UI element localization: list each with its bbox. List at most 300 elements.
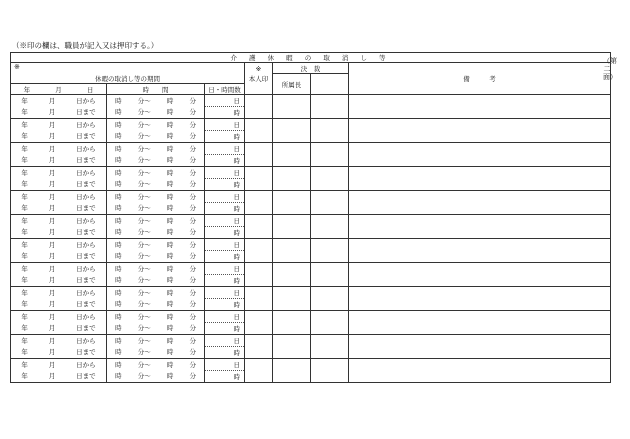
minute-label: 分 bbox=[189, 264, 196, 273]
hour-unit: 時 bbox=[233, 349, 240, 357]
leave-row bbox=[11, 119, 611, 143]
month-label: 月 bbox=[48, 155, 56, 164]
form-note: （※印の欄は、職員が記入又は押印する。） bbox=[12, 41, 159, 50]
days-hours-cell[interactable] bbox=[205, 263, 245, 287]
leave-row bbox=[11, 335, 611, 359]
year-label: 年 bbox=[21, 216, 28, 225]
approval-cell[interactable] bbox=[311, 95, 349, 119]
minute-from-label: 分〜 bbox=[137, 299, 151, 308]
hour-label: 時 bbox=[115, 312, 122, 321]
to-suffix: 日まで bbox=[76, 227, 96, 236]
hour-unit: 時 bbox=[233, 109, 240, 117]
year-label: 年 bbox=[21, 336, 28, 345]
dept-head-label: 所属長 bbox=[273, 74, 311, 95]
hour-label: 時 bbox=[166, 216, 174, 225]
remarks-cell[interactable] bbox=[349, 119, 611, 143]
to-suffix: 日まで bbox=[76, 299, 96, 308]
year-label: 年 bbox=[21, 107, 28, 116]
remarks-cell[interactable] bbox=[349, 191, 611, 215]
from-suffix: 日から bbox=[76, 240, 96, 249]
col-month: 月 bbox=[55, 85, 62, 94]
minute-label: 分 bbox=[189, 251, 196, 260]
month-label: 月 bbox=[48, 168, 56, 177]
month-label: 月 bbox=[48, 131, 56, 140]
seal-cell[interactable] bbox=[245, 191, 273, 215]
seal-cell[interactable] bbox=[245, 359, 273, 383]
form-title: 介 護 休 暇 の 取 消 し 等 bbox=[11, 53, 611, 63]
year-label: 年 bbox=[21, 96, 28, 105]
minute-label: 分 bbox=[189, 347, 196, 356]
leave-cancellation-form bbox=[10, 52, 617, 383]
day-unit: 日 bbox=[233, 121, 240, 129]
to-suffix: 日まで bbox=[76, 155, 96, 164]
seal-cell[interactable] bbox=[245, 95, 273, 119]
hour-label: 時 bbox=[115, 371, 122, 380]
leave-row bbox=[11, 239, 611, 263]
month-label: 月 bbox=[48, 227, 56, 236]
hour-label: 時 bbox=[115, 288, 122, 297]
day-unit: 日 bbox=[233, 145, 240, 153]
date-range-cell[interactable] bbox=[11, 143, 107, 167]
date-range-cell[interactable] bbox=[11, 95, 107, 119]
year-label: 年 bbox=[21, 120, 28, 129]
year-label: 年 bbox=[21, 203, 28, 212]
month-label: 月 bbox=[48, 371, 56, 380]
minute-label: 分 bbox=[189, 120, 196, 129]
date-range-cell[interactable] bbox=[11, 119, 107, 143]
date-range-cell[interactable] bbox=[11, 359, 107, 383]
hour-label: 時 bbox=[115, 275, 122, 284]
minute-label: 分 bbox=[189, 312, 196, 321]
hour-label: 時 bbox=[166, 179, 174, 188]
year-label: 年 bbox=[21, 192, 28, 201]
days-hours-cell[interactable] bbox=[205, 191, 245, 215]
hour-label: 時 bbox=[166, 336, 174, 345]
dept-head-cell[interactable] bbox=[273, 239, 311, 263]
col-day: 日 bbox=[86, 85, 94, 94]
year-label: 年 bbox=[21, 323, 28, 332]
time-range-cell[interactable] bbox=[107, 335, 205, 359]
days-hours-cell[interactable] bbox=[205, 95, 245, 119]
col-time: 時 間 bbox=[107, 84, 205, 95]
seal-cell[interactable] bbox=[245, 167, 273, 191]
dept-head-cell[interactable] bbox=[273, 191, 311, 215]
seal-cell[interactable] bbox=[245, 287, 273, 311]
time-range-cell[interactable] bbox=[107, 143, 205, 167]
from-suffix: 日から bbox=[76, 168, 96, 177]
remarks-cell[interactable] bbox=[349, 143, 611, 167]
time-range-cell[interactable] bbox=[107, 239, 205, 263]
from-suffix: 日から bbox=[76, 192, 96, 201]
hour-label: 時 bbox=[115, 179, 122, 188]
seal-cell[interactable] bbox=[245, 335, 273, 359]
remarks-cell[interactable] bbox=[349, 263, 611, 287]
seal-cell[interactable] bbox=[245, 215, 273, 239]
month-label: 月 bbox=[48, 96, 56, 105]
hour-label: 時 bbox=[115, 336, 122, 345]
year-label: 年 bbox=[21, 168, 28, 177]
hour-unit: 時 bbox=[233, 205, 240, 213]
day-unit: 日 bbox=[233, 97, 240, 105]
month-label: 月 bbox=[48, 216, 56, 225]
date-range-cell[interactable] bbox=[11, 263, 107, 287]
minute-from-label: 分〜 bbox=[137, 168, 151, 177]
approval-cell[interactable] bbox=[311, 119, 349, 143]
seal-label: 本人印 bbox=[248, 75, 269, 83]
year-label: 年 bbox=[21, 240, 28, 249]
minute-from-label: 分〜 bbox=[137, 240, 151, 249]
hour-label: 時 bbox=[166, 155, 174, 164]
day-unit: 日 bbox=[233, 337, 240, 345]
month-label: 月 bbox=[48, 323, 56, 332]
dept-head-cell[interactable] bbox=[273, 359, 311, 383]
year-label: 年 bbox=[21, 371, 28, 380]
month-label: 月 bbox=[48, 251, 56, 260]
minute-from-label: 分〜 bbox=[137, 288, 151, 297]
hour-label: 時 bbox=[115, 251, 122, 260]
year-label: 年 bbox=[21, 179, 28, 188]
hour-label: 時 bbox=[166, 299, 174, 308]
date-range-cell[interactable] bbox=[11, 167, 107, 191]
minute-label: 分 bbox=[189, 216, 196, 225]
hour-label: 時 bbox=[166, 323, 174, 332]
seal-cell[interactable] bbox=[245, 239, 273, 263]
leave-row bbox=[11, 167, 611, 191]
to-suffix: 日まで bbox=[76, 251, 96, 260]
minute-from-label: 分〜 bbox=[137, 275, 151, 284]
minute-from-label: 分〜 bbox=[137, 227, 151, 236]
minute-from-label: 分〜 bbox=[137, 179, 151, 188]
minute-from-label: 分〜 bbox=[137, 336, 151, 345]
time-range-cell[interactable] bbox=[107, 359, 205, 383]
minute-label: 分 bbox=[189, 168, 196, 177]
minute-from-label: 分〜 bbox=[137, 155, 151, 164]
minute-label: 分 bbox=[189, 360, 196, 369]
minute-label: 分 bbox=[189, 179, 196, 188]
dept-head-cell[interactable] bbox=[273, 143, 311, 167]
approval-cell[interactable] bbox=[311, 143, 349, 167]
from-suffix: 日から bbox=[76, 336, 96, 345]
hour-label: 時 bbox=[166, 251, 174, 260]
time-range-cell[interactable] bbox=[107, 191, 205, 215]
from-suffix: 日から bbox=[76, 312, 96, 321]
from-suffix: 日から bbox=[76, 360, 96, 369]
minute-label: 分 bbox=[189, 144, 196, 153]
dept-head-cell[interactable] bbox=[273, 263, 311, 287]
minute-from-label: 分〜 bbox=[137, 120, 151, 129]
minute-label: 分 bbox=[189, 107, 196, 116]
hour-label: 時 bbox=[115, 155, 122, 164]
month-label: 月 bbox=[48, 299, 56, 308]
hour-unit: 時 bbox=[233, 133, 240, 141]
leave-row bbox=[11, 143, 611, 167]
remarks-cell[interactable] bbox=[349, 359, 611, 383]
hour-label: 時 bbox=[166, 203, 174, 212]
minute-label: 分 bbox=[189, 227, 196, 236]
minute-from-label: 分〜 bbox=[137, 360, 151, 369]
time-range-cell[interactable] bbox=[107, 311, 205, 335]
month-label: 月 bbox=[48, 312, 56, 321]
from-suffix: 日から bbox=[76, 264, 96, 273]
days-hours-cell[interactable] bbox=[205, 311, 245, 335]
from-suffix: 日から bbox=[76, 96, 96, 105]
hour-label: 時 bbox=[115, 323, 122, 332]
hour-label: 時 bbox=[166, 168, 174, 177]
hour-label: 時 bbox=[115, 216, 122, 225]
hour-label: 時 bbox=[115, 144, 122, 153]
hour-unit: 時 bbox=[233, 277, 240, 285]
seal-cell[interactable] bbox=[245, 143, 273, 167]
day-unit: 日 bbox=[233, 169, 240, 177]
time-range-cell[interactable] bbox=[107, 215, 205, 239]
hour-label: 時 bbox=[166, 107, 174, 116]
month-label: 月 bbox=[48, 120, 56, 129]
leave-row bbox=[11, 263, 611, 287]
minute-from-label: 分〜 bbox=[137, 144, 151, 153]
minute-label: 分 bbox=[189, 323, 196, 332]
month-label: 月 bbox=[48, 107, 56, 116]
hour-label: 時 bbox=[166, 144, 174, 153]
year-label: 年 bbox=[21, 251, 28, 260]
hour-label: 時 bbox=[166, 131, 174, 140]
days-hours-cell[interactable] bbox=[205, 167, 245, 191]
approval-cell[interactable] bbox=[311, 167, 349, 191]
days-hours-cell[interactable] bbox=[205, 287, 245, 311]
approval-cell[interactable] bbox=[311, 239, 349, 263]
leave-period-header bbox=[11, 63, 245, 84]
hour-label: 時 bbox=[166, 96, 174, 105]
from-suffix: 日から bbox=[76, 120, 96, 129]
from-suffix: 日から bbox=[76, 144, 96, 153]
year-label: 年 bbox=[21, 288, 28, 297]
date-range-cell[interactable] bbox=[11, 311, 107, 335]
year-label: 年 bbox=[21, 360, 28, 369]
dept-head-cell[interactable] bbox=[273, 215, 311, 239]
month-label: 月 bbox=[48, 203, 56, 212]
time-range-cell[interactable] bbox=[107, 287, 205, 311]
day-unit: 日 bbox=[233, 217, 240, 225]
remarks-cell[interactable] bbox=[349, 95, 611, 119]
days-hours-cell[interactable] bbox=[205, 359, 245, 383]
minute-from-label: 分〜 bbox=[137, 192, 151, 201]
dept-head-cell[interactable] bbox=[273, 167, 311, 191]
hour-label: 時 bbox=[166, 275, 174, 284]
minute-label: 分 bbox=[189, 131, 196, 140]
hour-label: 時 bbox=[115, 107, 122, 116]
to-suffix: 日まで bbox=[76, 203, 96, 212]
page-side-label: （第二面） bbox=[603, 57, 617, 81]
approval-label: 決 裁 bbox=[273, 63, 349, 74]
to-suffix: 日まで bbox=[76, 275, 96, 284]
from-suffix: 日から bbox=[76, 288, 96, 297]
approval-blank-header bbox=[311, 74, 349, 95]
to-suffix: 日まで bbox=[76, 107, 96, 116]
dept-head-cell[interactable] bbox=[273, 95, 311, 119]
year-label: 年 bbox=[21, 347, 28, 356]
remarks-cell[interactable] bbox=[349, 287, 611, 311]
hour-unit: 時 bbox=[233, 181, 240, 189]
to-suffix: 日まで bbox=[76, 371, 96, 380]
year-label: 年 bbox=[21, 131, 28, 140]
seal-cell[interactable] bbox=[245, 263, 273, 287]
approval-cell[interactable] bbox=[311, 359, 349, 383]
month-label: 月 bbox=[48, 192, 56, 201]
seal-mark: ※ bbox=[255, 65, 262, 73]
leave-row bbox=[11, 95, 611, 119]
minute-from-label: 分〜 bbox=[137, 347, 151, 356]
to-suffix: 日まで bbox=[76, 323, 96, 332]
from-suffix: 日から bbox=[76, 216, 96, 225]
minute-label: 分 bbox=[189, 96, 196, 105]
dept-head-cell[interactable] bbox=[273, 287, 311, 311]
hour-label: 時 bbox=[166, 227, 174, 236]
hour-label: 時 bbox=[115, 203, 122, 212]
hour-label: 時 bbox=[115, 227, 122, 236]
year-label: 年 bbox=[21, 275, 28, 284]
minute-from-label: 分〜 bbox=[137, 312, 151, 321]
hour-label: 時 bbox=[115, 264, 122, 273]
minute-label: 分 bbox=[189, 192, 196, 201]
seal-cell[interactable] bbox=[245, 311, 273, 335]
hour-label: 時 bbox=[115, 360, 122, 369]
hour-label: 時 bbox=[166, 264, 174, 273]
time-range-cell[interactable] bbox=[107, 167, 205, 191]
dept-head-cell[interactable] bbox=[273, 311, 311, 335]
approval-cell[interactable] bbox=[311, 311, 349, 335]
days-hours-cell[interactable] bbox=[205, 335, 245, 359]
remarks-cell[interactable] bbox=[349, 215, 611, 239]
year-label: 年 bbox=[21, 264, 28, 273]
minute-from-label: 分〜 bbox=[137, 371, 151, 380]
minute-label: 分 bbox=[189, 240, 196, 249]
dept-head-cell[interactable] bbox=[273, 335, 311, 359]
minute-from-label: 分〜 bbox=[137, 323, 151, 332]
time-range-cell[interactable] bbox=[107, 95, 205, 119]
hour-label: 時 bbox=[166, 288, 174, 297]
approval-cell[interactable] bbox=[311, 215, 349, 239]
month-label: 月 bbox=[48, 179, 56, 188]
minute-from-label: 分〜 bbox=[137, 251, 151, 260]
time-range-cell[interactable] bbox=[107, 119, 205, 143]
hour-label: 時 bbox=[115, 168, 122, 177]
remarks-cell[interactable] bbox=[349, 335, 611, 359]
hour-label: 時 bbox=[166, 120, 174, 129]
date-range-cell[interactable] bbox=[11, 335, 107, 359]
day-unit: 日 bbox=[233, 361, 240, 369]
minute-label: 分 bbox=[189, 203, 196, 212]
hour-unit: 時 bbox=[233, 157, 240, 165]
day-unit: 日 bbox=[233, 289, 240, 297]
hour-unit: 時 bbox=[233, 373, 240, 381]
month-label: 月 bbox=[48, 336, 56, 345]
hour-unit: 時 bbox=[233, 301, 240, 309]
hour-label: 時 bbox=[115, 192, 122, 201]
year-label: 年 bbox=[21, 312, 28, 321]
hour-label: 時 bbox=[166, 360, 174, 369]
date-range-cell[interactable] bbox=[11, 191, 107, 215]
approval-cell[interactable] bbox=[311, 287, 349, 311]
date-range-cell[interactable] bbox=[11, 239, 107, 263]
to-suffix: 日まで bbox=[76, 179, 96, 188]
minute-from-label: 分〜 bbox=[137, 107, 151, 116]
hour-label: 時 bbox=[115, 120, 122, 129]
remarks-cell[interactable] bbox=[349, 239, 611, 263]
time-range-cell[interactable] bbox=[107, 263, 205, 287]
remarks-cell[interactable] bbox=[349, 167, 611, 191]
hour-label: 時 bbox=[115, 131, 122, 140]
hour-label: 時 bbox=[166, 240, 174, 249]
days-hours-cell[interactable] bbox=[205, 239, 245, 263]
month-label: 月 bbox=[48, 347, 56, 356]
date-range-cell[interactable] bbox=[11, 287, 107, 311]
year-label: 年 bbox=[21, 155, 28, 164]
year-label: 年 bbox=[21, 299, 28, 308]
days-hours-cell[interactable] bbox=[205, 119, 245, 143]
minute-label: 分 bbox=[189, 336, 196, 345]
minute-from-label: 分〜 bbox=[137, 131, 151, 140]
day-unit: 日 bbox=[233, 313, 240, 321]
month-label: 月 bbox=[48, 360, 56, 369]
hour-label: 時 bbox=[115, 299, 122, 308]
month-label: 月 bbox=[48, 264, 56, 273]
leave-row bbox=[11, 311, 611, 335]
seal-cell[interactable] bbox=[245, 119, 273, 143]
leave-period-label: 休暇の取消し等の期間 bbox=[95, 75, 160, 83]
minute-from-label: 分〜 bbox=[137, 264, 151, 273]
approval-cell[interactable] bbox=[311, 335, 349, 359]
dept-head-cell[interactable] bbox=[273, 119, 311, 143]
days-hours-cell[interactable] bbox=[205, 143, 245, 167]
remarks-cell[interactable] bbox=[349, 311, 611, 335]
days-hours-cell[interactable] bbox=[205, 215, 245, 239]
hour-label: 時 bbox=[115, 240, 122, 249]
seal-header bbox=[245, 63, 273, 95]
day-unit: 日 bbox=[233, 265, 240, 273]
month-label: 月 bbox=[48, 275, 56, 284]
date-range-cell[interactable] bbox=[11, 215, 107, 239]
leave-row bbox=[11, 359, 611, 383]
col-year: 年 bbox=[23, 85, 31, 94]
remarks-label: 備 考 bbox=[349, 63, 611, 95]
month-label: 月 bbox=[48, 144, 56, 153]
minute-from-label: 分〜 bbox=[137, 96, 151, 105]
to-suffix: 日まで bbox=[76, 347, 96, 356]
minute-label: 分 bbox=[189, 371, 196, 380]
hour-label: 時 bbox=[166, 312, 174, 321]
to-suffix: 日まで bbox=[76, 131, 96, 140]
hour-unit: 時 bbox=[233, 253, 240, 261]
day-unit: 日 bbox=[233, 241, 240, 249]
hour-label: 時 bbox=[166, 371, 174, 380]
month-label: 月 bbox=[48, 240, 56, 249]
approval-cell[interactable] bbox=[311, 263, 349, 287]
hour-label: 時 bbox=[115, 347, 122, 356]
asterisk-mark: ※ bbox=[14, 63, 20, 71]
minute-label: 分 bbox=[189, 155, 196, 164]
leave-row bbox=[11, 215, 611, 239]
leave-row bbox=[11, 191, 611, 215]
year-label: 年 bbox=[21, 144, 28, 153]
approval-cell[interactable] bbox=[311, 191, 349, 215]
minute-label: 分 bbox=[189, 288, 196, 297]
year-label: 年 bbox=[21, 227, 28, 236]
hour-unit: 時 bbox=[233, 325, 240, 333]
minute-from-label: 分〜 bbox=[137, 203, 151, 212]
minute-label: 分 bbox=[189, 299, 196, 308]
hour-label: 時 bbox=[166, 347, 174, 356]
col-date-header bbox=[11, 84, 107, 95]
col-days-hours: 日・時間数 bbox=[205, 84, 245, 95]
